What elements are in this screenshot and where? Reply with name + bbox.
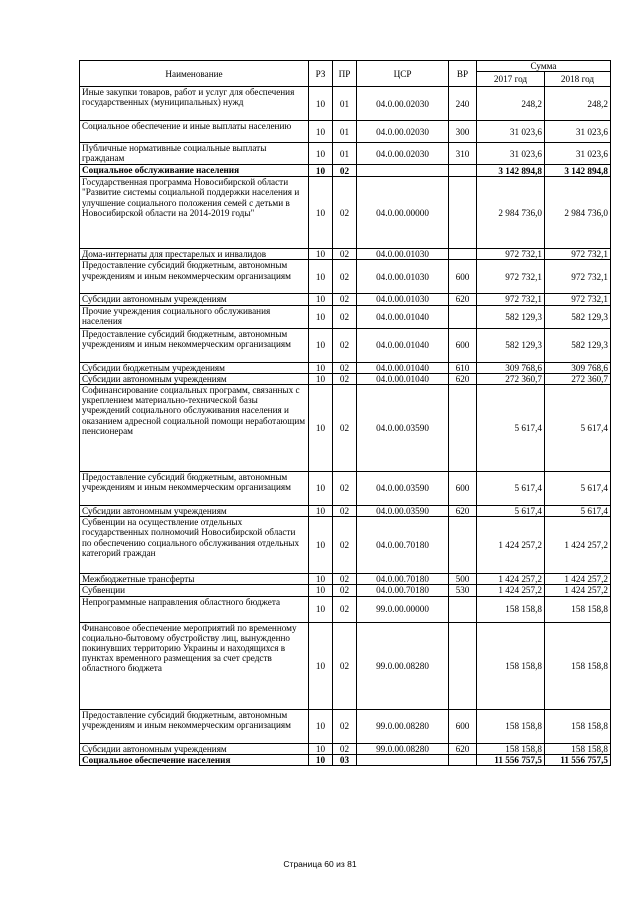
cell-2017: 1 424 257,2: [477, 574, 545, 585]
cell-2018: 272 360,7: [545, 373, 611, 384]
cell-rz: 10: [309, 596, 333, 622]
cell-2017: 158 158,8: [477, 596, 545, 622]
cell-2017: 582 129,3: [477, 328, 545, 362]
cell-2017: 309 768,6: [477, 362, 545, 373]
cell-vr: 610: [449, 362, 477, 373]
cell-csr: 04.0.00.02030: [357, 87, 449, 121]
cell-pr: 02: [333, 328, 357, 362]
cell-csr: 04.0.00.02030: [357, 121, 449, 143]
cell-pr: 02: [333, 506, 357, 517]
cell-2018: 582 129,3: [545, 328, 611, 362]
table-row: [80, 294, 611, 305]
cell-name: Предоставление субсидий бюджетным, автономным учреждениям и иным некоммерческим организациям: [80, 328, 309, 362]
cell-csr: 99.0.00.08280: [357, 622, 449, 709]
cell-2018: 2 984 736,0: [545, 177, 611, 249]
header-rz: РЗ: [309, 61, 333, 87]
cell-csr: 04.0.00.01030: [357, 260, 449, 294]
cell-2017: 272 360,7: [477, 373, 545, 384]
cell-rz: 10: [309, 585, 333, 596]
table-row: [80, 385, 611, 472]
cell-csr: 04.0.00.70180: [357, 585, 449, 596]
cell-name: Субсидии бюджетным учреждениям: [80, 362, 309, 373]
cell-name: Предоставление субсидий бюджетным, автономным учреждениям и иным некоммерческим организациям: [80, 260, 309, 294]
cell-csr: 04.0.00.02030: [357, 143, 449, 165]
cell-rz: 10: [309, 373, 333, 384]
table-body: [80, 87, 611, 766]
cell-2018: 158 158,8: [545, 709, 611, 743]
table-row: [80, 585, 611, 596]
cell-vr: 500: [449, 574, 477, 585]
cell-csr: 04.0.00.01040: [357, 328, 449, 362]
cell-vr: 620: [449, 373, 477, 384]
cell-csr: 04.0.00.03590: [357, 506, 449, 517]
cell-2018: 31 023,6: [545, 121, 611, 143]
cell-name: Публичные нормативные социальные выплаты гражданам: [80, 143, 309, 165]
cell-vr: [449, 517, 477, 574]
cell-vr: 600: [449, 328, 477, 362]
header-pr: ПР: [333, 61, 357, 87]
cell-pr: 02: [333, 596, 357, 622]
cell-2017: 1 424 257,2: [477, 517, 545, 574]
cell-pr: 02: [333, 743, 357, 754]
table-row: [80, 754, 611, 765]
table-row: [80, 622, 611, 709]
cell-2018: 309 768,6: [545, 362, 611, 373]
cell-pr: 01: [333, 121, 357, 143]
cell-rz: 10: [309, 743, 333, 754]
cell-2017: 972 732,1: [477, 260, 545, 294]
cell-name: Субсидии автономным учреждениям: [80, 294, 309, 305]
cell-pr: 01: [333, 143, 357, 165]
cell-2017: 5 617,4: [477, 472, 545, 506]
cell-csr: 04.0.00.00000: [357, 177, 449, 249]
cell-name: Субсидии автономным учреждениям: [80, 743, 309, 754]
cell-2018: 248,2: [545, 87, 611, 121]
cell-2017: 1 424 257,2: [477, 585, 545, 596]
cell-2018: 972 732,1: [545, 249, 611, 260]
cell-pr: 02: [333, 472, 357, 506]
cell-pr: 02: [333, 249, 357, 260]
cell-2018: 11 556 757,5: [545, 754, 611, 765]
cell-rz: 10: [309, 574, 333, 585]
table-row: [80, 305, 611, 328]
cell-vr: 620: [449, 743, 477, 754]
table-row: [80, 165, 611, 177]
cell-pr: 02: [333, 362, 357, 373]
cell-2018: 972 732,1: [545, 260, 611, 294]
cell-rz: 10: [309, 622, 333, 709]
cell-name: Непрограммные направления областного бюджета: [80, 596, 309, 622]
cell-pr: 02: [333, 517, 357, 574]
cell-2018: 158 158,8: [545, 622, 611, 709]
cell-pr: 03: [333, 754, 357, 765]
cell-2018: 158 158,8: [545, 596, 611, 622]
header-year-2017: 2017 год: [477, 72, 545, 87]
cell-csr: 99.0.00.08280: [357, 743, 449, 754]
cell-vr: 620: [449, 294, 477, 305]
cell-name: Субсидии автономным учреждениям: [80, 506, 309, 517]
cell-2018: 582 129,3: [545, 305, 611, 328]
table-row: [80, 373, 611, 384]
cell-rz: 10: [309, 165, 333, 177]
table-row: [80, 121, 611, 143]
cell-2018: 158 158,8: [545, 743, 611, 754]
table-row: [80, 177, 611, 249]
header-vr: ВР: [449, 61, 477, 87]
table-row: [80, 743, 611, 754]
cell-vr: 310: [449, 143, 477, 165]
header-csr: ЦСР: [357, 61, 449, 87]
cell-name: Субвенции: [80, 585, 309, 596]
table-row: [80, 472, 611, 506]
cell-rz: 10: [309, 472, 333, 506]
cell-vr: [449, 249, 477, 260]
cell-vr: 600: [449, 472, 477, 506]
table-row: [80, 596, 611, 622]
cell-2017: 3 142 894,8: [477, 165, 545, 177]
cell-2017: 248,2: [477, 87, 545, 121]
cell-csr: 04.0.00.03590: [357, 472, 449, 506]
cell-name: Государственная программа Новосибирской области "Развитие системы социальной поддержки населения и улучшение социального положения семей с детьми в Новосибирской области на 2014-2019 годы": [80, 177, 309, 249]
cell-2018: 1 424 257,2: [545, 574, 611, 585]
page-footer: Страница 60 из 81: [283, 859, 357, 869]
cell-csr: 99.0.00.08280: [357, 709, 449, 743]
cell-pr: 02: [333, 294, 357, 305]
cell-rz: 10: [309, 177, 333, 249]
cell-pr: 02: [333, 373, 357, 384]
cell-vr: [449, 177, 477, 249]
cell-rz: 10: [309, 709, 333, 743]
table-row: [80, 260, 611, 294]
cell-rz: 10: [309, 754, 333, 765]
cell-2017: 158 158,8: [477, 709, 545, 743]
cell-2018: 1 424 257,2: [545, 517, 611, 574]
cell-rz: 10: [309, 143, 333, 165]
cell-name: Межбюджетные трансферты: [80, 574, 309, 585]
cell-2018: 5 617,4: [545, 506, 611, 517]
cell-2018: 5 617,4: [545, 472, 611, 506]
table-row: [80, 143, 611, 165]
cell-vr: [449, 305, 477, 328]
table-row: [80, 249, 611, 260]
table-row: [80, 709, 611, 743]
cell-vr: [449, 596, 477, 622]
header-sum: Сумма: [477, 61, 611, 72]
cell-name: Софинансирование социальных программ, связанных с укреплением материально-технической базы учреждений социального обслуживания населения и оказанием адресной социальной помощи неработающим пенсионерам: [80, 385, 309, 472]
cell-vr: [449, 622, 477, 709]
cell-vr: 600: [449, 709, 477, 743]
cell-rz: 10: [309, 121, 333, 143]
cell-name: Социальное обслуживание населения: [80, 165, 309, 177]
cell-2017: 11 556 757,5: [477, 754, 545, 765]
cell-csr: 04.0.00.01040: [357, 362, 449, 373]
cell-pr: 02: [333, 305, 357, 328]
cell-2017: 158 158,8: [477, 743, 545, 754]
cell-2018: 3 142 894,8: [545, 165, 611, 177]
cell-csr: 99.0.00.00000: [357, 596, 449, 622]
cell-2017: 31 023,6: [477, 121, 545, 143]
cell-name: Социальное обеспечение и иные выплаты населению: [80, 121, 309, 143]
cell-name: Прочие учреждения социального обслуживания населения: [80, 305, 309, 328]
cell-name: Дома-интернаты для престарелых и инвалидов: [80, 249, 309, 260]
cell-vr: 620: [449, 506, 477, 517]
cell-2017: 5 617,4: [477, 385, 545, 472]
cell-name: Социальное обеспечение населения: [80, 754, 309, 765]
cell-vr: [449, 165, 477, 177]
cell-vr: 240: [449, 87, 477, 121]
header-name: Наименование: [80, 61, 309, 87]
cell-csr: 04.0.00.70180: [357, 517, 449, 574]
cell-rz: 10: [309, 294, 333, 305]
cell-name: Субвенции на осуществление отдельных государственных полномочий Новосибирской области по обеспечению социального обслуживания отдельных категорий граждан: [80, 517, 309, 574]
cell-vr: [449, 385, 477, 472]
table-row: [80, 328, 611, 362]
table-row: [80, 506, 611, 517]
cell-rz: 10: [309, 506, 333, 517]
cell-csr: [357, 754, 449, 765]
cell-pr: 02: [333, 574, 357, 585]
cell-rz: 10: [309, 517, 333, 574]
cell-csr: 04.0.00.01040: [357, 305, 449, 328]
cell-rz: 10: [309, 249, 333, 260]
cell-csr: 04.0.00.01030: [357, 294, 449, 305]
cell-2017: 158 158,8: [477, 622, 545, 709]
cell-pr: 02: [333, 385, 357, 472]
cell-2017: 5 617,4: [477, 506, 545, 517]
cell-name: Субсидии автономным учреждениям: [80, 373, 309, 384]
cell-pr: 02: [333, 260, 357, 294]
cell-rz: 10: [309, 385, 333, 472]
cell-vr: 600: [449, 260, 477, 294]
cell-rz: 10: [309, 260, 333, 294]
table-row: [80, 362, 611, 373]
cell-csr: 04.0.00.01040: [357, 373, 449, 384]
cell-name: Предоставление субсидий бюджетным, автономным учреждениям и иным некоммерческим организациям: [80, 472, 309, 506]
table-row: [80, 87, 611, 121]
table-row: [80, 517, 611, 574]
cell-vr: [449, 754, 477, 765]
cell-csr: [357, 165, 449, 177]
cell-csr: 04.0.00.01030: [357, 249, 449, 260]
cell-2018: 1 424 257,2: [545, 585, 611, 596]
cell-vr: 530: [449, 585, 477, 596]
cell-2018: 972 732,1: [545, 294, 611, 305]
cell-pr: 02: [333, 585, 357, 596]
cell-name: Иные закупки товаров, работ и услуг для обеспечения государственных (муниципальных) нужд: [80, 87, 309, 121]
cell-rz: 10: [309, 87, 333, 121]
cell-vr: 300: [449, 121, 477, 143]
cell-2018: 5 617,4: [545, 385, 611, 472]
cell-name: Финансовое обеспечение мероприятий по временному социально-бытовому обустройству лиц, вынужденно покинувших территорию Украины и находящихся в пунктах временного размещения за счет средств областного бюджета: [80, 622, 309, 709]
budget-table: [79, 60, 611, 766]
cell-rz: 10: [309, 362, 333, 373]
cell-name: Предоставление субсидий бюджетным, автономным учреждениям и иным некоммерческим организациям: [80, 709, 309, 743]
header-year-2018: 2018 год: [545, 72, 611, 87]
cell-rz: 10: [309, 328, 333, 362]
cell-2017: 2 984 736,0: [477, 177, 545, 249]
cell-pr: 02: [333, 622, 357, 709]
cell-csr: 04.0.00.70180: [357, 574, 449, 585]
cell-pr: 02: [333, 709, 357, 743]
cell-2017: 972 732,1: [477, 249, 545, 260]
cell-2017: 31 023,6: [477, 143, 545, 165]
cell-pr: 02: [333, 165, 357, 177]
table-row: [80, 574, 611, 585]
cell-2018: 31 023,6: [545, 143, 611, 165]
cell-2017: 582 129,3: [477, 305, 545, 328]
cell-pr: 01: [333, 87, 357, 121]
cell-2017: 972 732,1: [477, 294, 545, 305]
cell-csr: 04.0.00.03590: [357, 385, 449, 472]
cell-pr: 02: [333, 177, 357, 249]
cell-rz: 10: [309, 305, 333, 328]
